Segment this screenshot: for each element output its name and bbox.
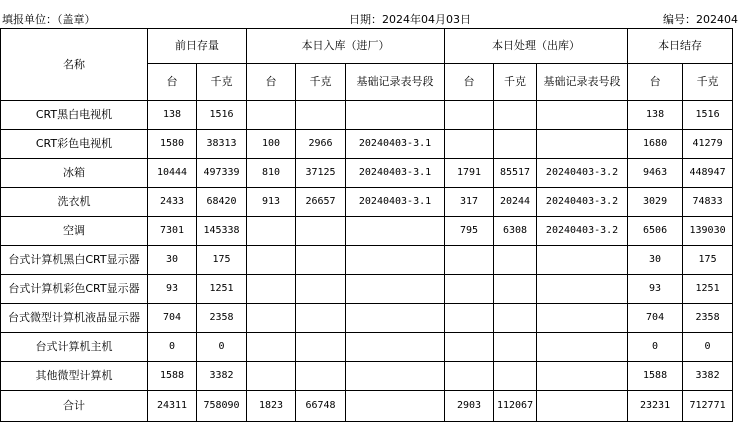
in-record-cell[interactable] <box>346 217 445 246</box>
table-row <box>1 275 733 304</box>
out-record-cell[interactable]: 20240403-3.2 <box>537 188 628 217</box>
bal-kg-cell[interactable]: 74833 <box>683 188 733 217</box>
item-name-cell[interactable]: 冰箱 <box>1 159 148 188</box>
table-row <box>1 159 733 188</box>
prev-tai-cell[interactable]: 10444 <box>148 159 197 188</box>
table-row <box>1 130 733 159</box>
bal-tai-cell[interactable]: 0 <box>628 333 683 362</box>
bal-kg-cell[interactable]: 0 <box>683 333 733 362</box>
prev-tai-cell[interactable]: 93 <box>148 275 197 304</box>
in-record-cell[interactable]: 20240403-3.1 <box>346 188 445 217</box>
bal-tai-cell[interactable]: 3029 <box>628 188 683 217</box>
in-kg-cell[interactable] <box>296 217 346 246</box>
prev-tai-cell[interactable]: 1588 <box>148 362 197 391</box>
out-record-cell[interactable] <box>537 391 628 422</box>
in-kg-cell[interactable] <box>296 362 346 391</box>
prev-tai-cell[interactable]: 704 <box>148 304 197 333</box>
in-record-cell[interactable] <box>346 304 445 333</box>
prev-tai-cell[interactable]: 0 <box>148 333 197 362</box>
prev-kg-cell[interactable]: 68420 <box>197 188 247 217</box>
out-kg-cell[interactable] <box>494 333 537 362</box>
bal-kg-cell[interactable]: 448947 <box>683 159 733 188</box>
out-kg-cell[interactable]: 6308 <box>494 217 537 246</box>
prev-tai-cell[interactable]: 2433 <box>148 188 197 217</box>
prev-kg-cell[interactable]: 758090 <box>197 391 247 422</box>
table-row <box>1 101 733 130</box>
out-record-cell[interactable] <box>537 304 628 333</box>
in-record-header[interactable]: 基础记录表号段 <box>346 64 445 101</box>
in-tai-cell[interactable] <box>247 246 296 275</box>
bal-tai-cell[interactable]: 9463 <box>628 159 683 188</box>
in-record-cell[interactable] <box>346 362 445 391</box>
in-record-cell[interactable] <box>346 275 445 304</box>
in-record-cell[interactable]: 20240403-3.1 <box>346 159 445 188</box>
out-unit-tai[interactable]: 台 <box>445 64 494 101</box>
in-tai-cell[interactable] <box>247 333 296 362</box>
in-record-cell[interactable] <box>346 391 445 422</box>
out-kg-cell[interactable]: 85517 <box>494 159 537 188</box>
item-name-cell[interactable]: 台式计算机主机 <box>1 333 148 362</box>
prev-kg-cell[interactable]: 0 <box>197 333 247 362</box>
prev-stock-header[interactable]: 前日存量 <box>148 29 247 64</box>
out-record-cell[interactable]: 20240403-3.2 <box>537 217 628 246</box>
item-name-cell[interactable]: 台式计算机彩色CRT显示器 <box>1 275 148 304</box>
unit-label: 填报单位：（盖章） <box>2 13 96 26</box>
out-kg-cell[interactable] <box>494 304 537 333</box>
bal-kg-cell[interactable]: 41279 <box>683 130 733 159</box>
in-record-cell[interactable]: 20240403-3.1 <box>346 130 445 159</box>
out-kg-cell[interactable]: 20244 <box>494 188 537 217</box>
in-kg-cell[interactable]: 2966 <box>296 130 346 159</box>
prev-tai-cell[interactable]: 7301 <box>148 217 197 246</box>
out-tai-cell[interactable] <box>445 304 494 333</box>
in-kg-cell[interactable]: 66748 <box>296 391 346 422</box>
out-kg-cell[interactable] <box>494 130 537 159</box>
table-row <box>1 246 733 275</box>
bal-tai-cell[interactable]: 138 <box>628 101 683 130</box>
table-row <box>1 304 733 333</box>
bal-unit-kg[interactable]: 千克 <box>683 64 733 101</box>
in-tai-cell[interactable] <box>247 275 296 304</box>
out-record-cell[interactable] <box>537 333 628 362</box>
in-kg-cell[interactable]: 26657 <box>296 188 346 217</box>
prev-kg-cell[interactable]: 497339 <box>197 159 247 188</box>
item-name-cell[interactable]: 空调 <box>1 217 148 246</box>
out-record-header[interactable]: 基础记录表号段 <box>537 64 628 101</box>
prev-kg-cell[interactable]: 175 <box>197 246 247 275</box>
out-tai-cell[interactable] <box>445 101 494 130</box>
header-line <box>0 0 738 28</box>
in-tai-cell[interactable] <box>247 304 296 333</box>
prev-kg-cell[interactable]: 1251 <box>197 275 247 304</box>
in-tai-cell[interactable]: 1823 <box>247 391 296 422</box>
in-tai-cell[interactable] <box>247 362 296 391</box>
prev-kg-cell[interactable]: 145338 <box>197 217 247 246</box>
out-tai-cell[interactable] <box>445 275 494 304</box>
in-record-cell[interactable] <box>346 333 445 362</box>
in-kg-cell[interactable] <box>296 333 346 362</box>
item-name-cell[interactable]: 合计 <box>1 391 148 422</box>
in-tai-cell[interactable]: 100 <box>247 130 296 159</box>
table-row <box>1 217 733 246</box>
out-record-cell[interactable] <box>537 362 628 391</box>
in-kg-cell[interactable] <box>296 275 346 304</box>
item-name-cell[interactable]: 台式微型计算机液晶显示器 <box>1 304 148 333</box>
out-tai-cell[interactable]: 795 <box>445 217 494 246</box>
code-label: 编号：202404 <box>663 13 738 26</box>
out-kg-cell[interactable] <box>494 362 537 391</box>
table-row <box>1 362 733 391</box>
out-tai-cell[interactable] <box>445 246 494 275</box>
out-tai-cell[interactable]: 1791 <box>445 159 494 188</box>
bal-tai-cell[interactable]: 1680 <box>628 130 683 159</box>
in-kg-cell[interactable] <box>296 101 346 130</box>
balance-header[interactable]: 本日结存 <box>628 29 733 64</box>
bal-tai-cell[interactable]: 23231 <box>628 391 683 422</box>
item-name-cell[interactable]: 其他微型计算机 <box>1 362 148 391</box>
item-name-cell[interactable]: CRT彩色电视机 <box>1 130 148 159</box>
in-unit-tai[interactable]: 台 <box>247 64 296 101</box>
out-record-cell[interactable] <box>537 101 628 130</box>
table-row <box>1 188 733 217</box>
bal-tai-cell[interactable]: 6506 <box>628 217 683 246</box>
bal-tai-cell[interactable]: 93 <box>628 275 683 304</box>
out-tai-cell[interactable] <box>445 333 494 362</box>
out-tai-cell[interactable] <box>445 362 494 391</box>
prev-kg-cell[interactable]: 1516 <box>197 101 247 130</box>
out-record-cell[interactable]: 20240403-3.2 <box>537 159 628 188</box>
inbound-header[interactable]: 本日入库（进厂） <box>247 29 445 64</box>
out-kg-cell[interactable]: 112067 <box>494 391 537 422</box>
prev-kg-cell[interactable]: 38313 <box>197 130 247 159</box>
in-record-cell[interactable] <box>346 246 445 275</box>
item-name-cell[interactable]: 洗衣机 <box>1 188 148 217</box>
in-kg-cell[interactable] <box>296 304 346 333</box>
out-record-cell[interactable] <box>537 130 628 159</box>
bal-kg-cell[interactable]: 1251 <box>683 275 733 304</box>
bal-tai-cell[interactable]: 1588 <box>628 362 683 391</box>
in-record-cell[interactable] <box>346 101 445 130</box>
bal-tai-cell[interactable]: 704 <box>628 304 683 333</box>
bal-kg-cell[interactable]: 175 <box>683 246 733 275</box>
prev-tai-cell[interactable]: 1580 <box>148 130 197 159</box>
name-column-header[interactable]: 名称 <box>1 29 148 101</box>
out-tai-cell[interactable]: 2903 <box>445 391 494 422</box>
bal-kg-cell[interactable]: 139030 <box>683 217 733 246</box>
out-kg-cell[interactable] <box>494 275 537 304</box>
bal-kg-cell[interactable]: 1516 <box>683 101 733 130</box>
prev-kg-cell[interactable]: 3382 <box>197 362 247 391</box>
bal-kg-cell[interactable]: 2358 <box>683 304 733 333</box>
out-tai-cell[interactable]: 317 <box>445 188 494 217</box>
total-row <box>1 391 733 422</box>
date-label: 日期：2024年04月03日 <box>349 13 471 26</box>
prev-tai-cell[interactable]: 138 <box>148 101 197 130</box>
in-tai-cell[interactable] <box>247 101 296 130</box>
outbound-header[interactable]: 本日处理（出库） <box>445 29 628 64</box>
prev-tai-cell[interactable]: 30 <box>148 246 197 275</box>
bal-kg-cell[interactable]: 3382 <box>683 362 733 391</box>
out-record-cell[interactable] <box>537 275 628 304</box>
in-unit-kg[interactable]: 千克 <box>296 64 346 101</box>
in-kg-cell[interactable]: 37125 <box>296 159 346 188</box>
out-unit-kg[interactable]: 千克 <box>494 64 537 101</box>
item-name-cell[interactable]: 台式计算机黑白CRT显示器 <box>1 246 148 275</box>
bal-tai-cell[interactable]: 30 <box>628 246 683 275</box>
prev-tai-cell[interactable]: 24311 <box>148 391 197 422</box>
prev-kg-cell[interactable]: 2358 <box>197 304 247 333</box>
out-tai-cell[interactable] <box>445 130 494 159</box>
in-tai-cell[interactable]: 810 <box>247 159 296 188</box>
table-row <box>1 333 733 362</box>
out-record-cell[interactable] <box>537 246 628 275</box>
in-kg-cell[interactable] <box>296 246 346 275</box>
bal-kg-cell[interactable]: 712771 <box>683 391 733 422</box>
bal-unit-tai[interactable]: 台 <box>628 64 683 101</box>
out-kg-cell[interactable] <box>494 101 537 130</box>
prev-unit-tai[interactable]: 台 <box>148 64 197 101</box>
in-tai-cell[interactable]: 913 <box>247 188 296 217</box>
out-kg-cell[interactable] <box>494 246 537 275</box>
in-tai-cell[interactable] <box>247 217 296 246</box>
inventory-table <box>0 28 733 422</box>
item-name-cell[interactable]: CRT黑白电视机 <box>1 101 148 130</box>
prev-unit-kg[interactable]: 千克 <box>197 64 247 101</box>
